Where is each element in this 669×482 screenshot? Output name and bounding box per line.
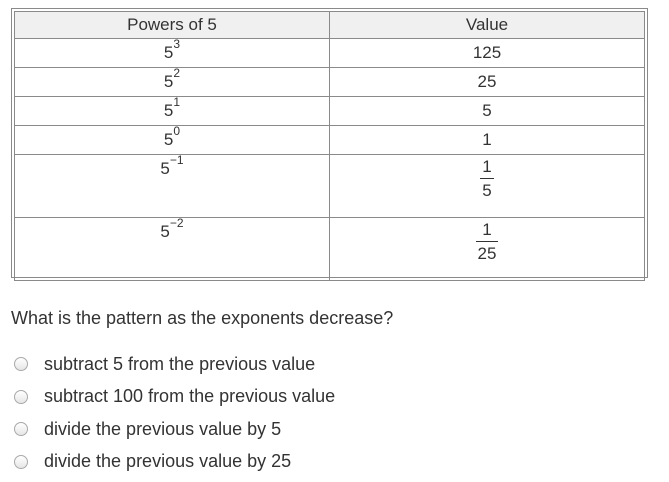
table-row <box>15 126 645 155</box>
power-expression <box>163 95 181 121</box>
power-cell <box>15 218 330 281</box>
power-expression <box>163 124 181 150</box>
power-cell <box>15 126 330 155</box>
power-cell <box>15 68 330 97</box>
power-exponent: 2 <box>173 66 181 81</box>
power-cell <box>15 39 330 68</box>
power-exponent: 0 <box>173 124 181 139</box>
fraction-denominator: 25 <box>477 244 497 263</box>
power-exponent: −1 <box>169 153 184 168</box>
powers-table <box>14 11 645 281</box>
radio-button[interactable] <box>14 422 28 436</box>
value-cell <box>330 218 645 281</box>
fraction-numerator: 1 <box>482 220 492 239</box>
table-header-row <box>15 12 645 39</box>
power-expression <box>160 216 184 242</box>
answer-option[interactable] <box>14 381 335 414</box>
fraction-bar <box>476 241 499 242</box>
radio-button[interactable] <box>14 357 28 371</box>
value-cell: 5 <box>330 97 645 126</box>
radio-button[interactable] <box>14 390 28 404</box>
answer-option-label[interactable]: subtract 100 from the previous value <box>44 386 336 407</box>
power-exponent: −2 <box>169 216 184 231</box>
power-base: 5 <box>160 222 170 241</box>
answer-option[interactable] <box>14 348 335 381</box>
fraction <box>480 157 493 200</box>
power-expression <box>163 66 181 92</box>
value-cell: 125 <box>330 39 645 68</box>
answer-option-label[interactable]: divide the previous value by 5 <box>44 418 282 439</box>
answer-option-label[interactable]: subtract 5 from the previous value <box>44 353 316 374</box>
power-cell <box>15 97 330 126</box>
header-value: Value <box>330 12 645 39</box>
table-row <box>15 155 645 218</box>
table-row <box>15 97 645 126</box>
answer-option[interactable] <box>14 446 335 479</box>
fraction-denominator: 5 <box>482 181 492 200</box>
power-base: 5 <box>163 130 174 149</box>
value-cell: 1 <box>330 126 645 155</box>
power-expression <box>163 37 181 63</box>
value-cell: 25 <box>330 68 645 97</box>
power-cell <box>15 155 330 218</box>
power-base: 5 <box>163 72 174 91</box>
power-base: 5 <box>160 159 170 178</box>
fraction-numerator: 1 <box>482 157 492 176</box>
radio-button[interactable] <box>14 455 28 469</box>
table-row <box>15 39 645 68</box>
power-base: 5 <box>163 101 174 120</box>
table-row <box>15 68 645 97</box>
power-exponent: 3 <box>173 37 181 52</box>
answer-option-label[interactable]: divide the previous value by 25 <box>44 451 292 472</box>
powers-table-frame <box>11 8 648 278</box>
question-text: What is the pattern as the exponents decrease? <box>11 308 394 328</box>
power-expression <box>160 153 184 179</box>
fraction-bar <box>480 178 493 179</box>
fraction <box>476 220 499 263</box>
table-row <box>15 218 645 281</box>
header-powers: Powers of 5 <box>15 12 330 39</box>
power-base: 5 <box>163 43 174 62</box>
answer-options <box>14 348 335 478</box>
value-cell <box>330 155 645 218</box>
answer-option[interactable] <box>14 413 335 446</box>
power-exponent: 1 <box>173 95 181 110</box>
